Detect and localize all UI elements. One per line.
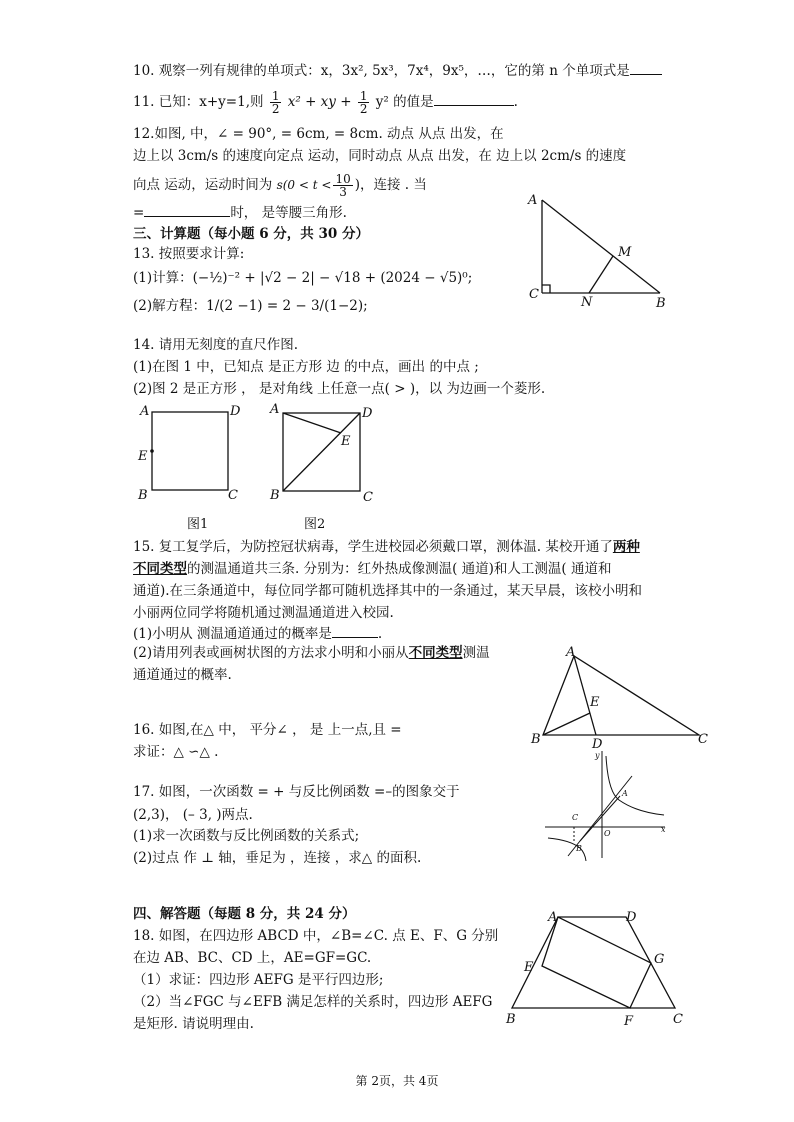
q12-line4: = 时， 是等腰三角形. — [133, 202, 347, 223]
q10-text — [133, 60, 662, 81]
fig17-label-b: B — [576, 844, 582, 853]
q16-line2: 求证：△ ∽△ . — [133, 744, 219, 760]
q10-answer-blank[interactable] — [630, 60, 662, 75]
fig1-point-e — [150, 449, 154, 453]
fig2-caption: 图2 — [304, 517, 326, 532]
q11-answer-blank[interactable] — [434, 91, 514, 106]
q17-line1: 17. 如图，一次函数 = + 与反比例函数 =–的图象交于 — [133, 784, 460, 800]
fig18-label-f: F — [624, 1014, 634, 1029]
fig1-caption: 图1 — [187, 517, 209, 532]
fig16-label-a: A — [566, 645, 576, 660]
fig2-label-b: B — [270, 488, 280, 503]
q16-line1: 16. 如图,在△ 中， 平分∠ ， 是 上一点,且 = — [133, 722, 402, 738]
q11-half-fraction: $\frac{1}{2}$ — [271, 89, 280, 116]
fig17-label-o: O — [604, 829, 611, 838]
fig18-label-c: C — [673, 1012, 683, 1027]
figure-q16-triangle — [528, 644, 718, 754]
q15-part2-line2: 通道通过的概率. — [133, 667, 232, 683]
fig18-label-d: D — [626, 910, 637, 925]
fig12-label-m: M — [618, 245, 632, 260]
fig18-label-g: G — [654, 952, 665, 967]
fig1-label-c: C — [228, 488, 238, 503]
fig16-label-c: C — [698, 732, 708, 747]
q11-suffix: y² 的值是 — [375, 94, 434, 110]
q12-line3: 向点 运动，运动时间为 s(0 < t < $\frac{10}{3}$ )，连接 . 当 — [133, 172, 427, 199]
fig18-label-b: B — [506, 1012, 516, 1027]
q18-part1: （1）求证：四边形 AEFG 是平行四边形; — [133, 972, 384, 988]
fig2-label-c: C — [363, 490, 373, 505]
fig12-label-b: B — [656, 296, 666, 311]
fig18-label-e: E — [524, 960, 534, 975]
q11-text: 11. 已知：x+y=1,则 $\frac{1}{2}$ x² + xy + $\frac{1}{2}$ y² 的值是 . — [133, 89, 518, 116]
q15-line2: 不同类型的测温通道共三条. 分别为：红外热成像测温( 通道)和人工测温( 通道和 — [133, 561, 612, 577]
fig2-segment-ae — [283, 413, 341, 433]
q15-part1: (1)小明从 测温通道通过的概率是 . — [133, 623, 382, 644]
q10-stem: 10. 观察一列有规律的单项式：x，3x², 5x³，7x⁴，9x⁵，…，它的第 n 个单项式是 — [133, 63, 630, 79]
q15-line4: 小丽两位同学将随机通过测温通道进入校园. — [133, 605, 394, 621]
q18-line2: 在边 AB、BC、CD 上，AE=GF=GC. — [133, 950, 372, 966]
q18-line1: 18. 如图，在四边形 ABCD 中，∠B=∠C. 点 E、F、G 分别 — [133, 928, 499, 944]
q12-ten-thirds: $\frac{10}{3}$ — [335, 172, 351, 199]
fig16-triangle-abc — [543, 656, 699, 735]
figure-q17-graph — [540, 748, 675, 863]
figure-1-square — [132, 400, 252, 535]
fig2-label-a: A — [270, 402, 280, 417]
q12-line2: 边上以 3cm/s 的速度向定点 运动，同时动点 从点 出发，在 边上以 2cm/s 的速度 — [133, 148, 627, 164]
q15-line1: 15. 复工复学后，为防控冠状病毒，学生进校园必须戴口罩，测体温. 某校开通了两种 — [133, 539, 640, 555]
q13-title: 13. 按照要求计算: — [133, 246, 245, 262]
q14-part2: (2)图 2 是正方形 ， 是对角线 上任意一点( > )，以 为边画一个菱形. — [133, 381, 546, 397]
fig16-label-e: E — [590, 695, 600, 710]
fig17-line-2 — [580, 796, 620, 841]
fig17-label-c: C — [572, 813, 579, 822]
section-3-title: 三、计算题（每小题 6 分，共 30 分） — [133, 226, 369, 242]
q17-part1: (1)求一次函数与反比例函数的关系式; — [133, 828, 360, 844]
fig16-label-d: D — [592, 737, 603, 752]
q14-part1: (1)在图 1 中，已知点 是正方形 边 的中点，画出 的中点 ; — [133, 359, 479, 375]
fig1-square — [152, 412, 228, 490]
q18-part2: （2）当∠FGC 与∠EFB 满足怎样的关系时，四边形 AEFG — [133, 994, 493, 1010]
fig1-label-e: E — [138, 449, 148, 464]
fig12-label-a: A — [528, 193, 538, 208]
figure-q18-quadrilateral — [500, 905, 695, 1030]
fig2-label-e: E — [341, 434, 351, 449]
q15-emphasis-two-kinds: 两种 — [612, 539, 640, 555]
fig1-label-a: A — [140, 404, 150, 419]
fig1-label-d: D — [230, 404, 241, 419]
q11-mid: x² + xy + — [287, 94, 352, 110]
q15-part2: (2)请用列表或画树状图的方法求小明和小丽从不同类型测温 — [133, 645, 490, 661]
q12-line1: 12.如图, 中，∠ = 90°, = 6cm, = 8cm. 动点 从点 出发，在 — [133, 126, 504, 142]
q15-emphasis-different-types: 不同类型 — [133, 561, 187, 577]
fig17-hyperbola-branch-1 — [606, 756, 664, 815]
figure-q12-triangle — [520, 190, 680, 310]
fig12-label-n: N — [581, 295, 593, 310]
q12-answer-blank[interactable] — [144, 202, 230, 217]
q11-prefix: 11. 已知：x+y=1,则 — [133, 94, 264, 110]
q13-part2: (2)解方程：1/(2 −1) = 2 − 3/(1−2); — [133, 298, 368, 314]
fig17-label-a: A — [622, 789, 628, 798]
page-footer: 第 2页，共 4页 — [355, 1074, 439, 1088]
section-4-title: 四、解答题（每题 8 分，共 24 分） — [133, 906, 356, 922]
fig18-parallelogram-aefg — [542, 917, 651, 1008]
fig16-label-b: B — [531, 732, 541, 747]
q18-part2-line2: 是矩形. 请说明理由. — [133, 1016, 254, 1032]
q14-title: 14. 请用无刻度的直尺作图. — [133, 337, 299, 353]
q15-line3: 通道).在三条通道中，每位同学都可随机选择其中的一条通过，某天早晨，该校小明和 — [133, 583, 643, 599]
q15-answer-blank[interactable] — [332, 623, 378, 638]
fig17-label-y: y — [595, 751, 600, 760]
fig12-side-ab — [542, 200, 660, 293]
q17-line2: (2,3)， (– 3, )两点. — [133, 807, 253, 823]
fig1-label-b: B — [138, 488, 148, 503]
fig12-label-c: C — [529, 287, 539, 302]
fig2-label-d: D — [362, 406, 373, 421]
fig17-label-x: x — [661, 825, 666, 834]
fig12-segment-mn — [589, 256, 613, 293]
figure-2-square — [265, 400, 385, 535]
fig2-diagonal-db — [283, 413, 360, 491]
q17-part2: (2)过点 作 ⊥ 轴，垂足为 ，连接 ，求△ 的面积. — [133, 850, 422, 866]
q11-half-fraction-2: $\frac{1}{2}$ — [359, 89, 368, 116]
fig18-label-a: A — [548, 910, 558, 925]
fig12-right-angle-mark — [542, 285, 550, 293]
q13-part1: (1)计算：(−½)⁻² + |√2 − 2| − √18 + (2024 − √5)⁰; — [133, 270, 473, 286]
